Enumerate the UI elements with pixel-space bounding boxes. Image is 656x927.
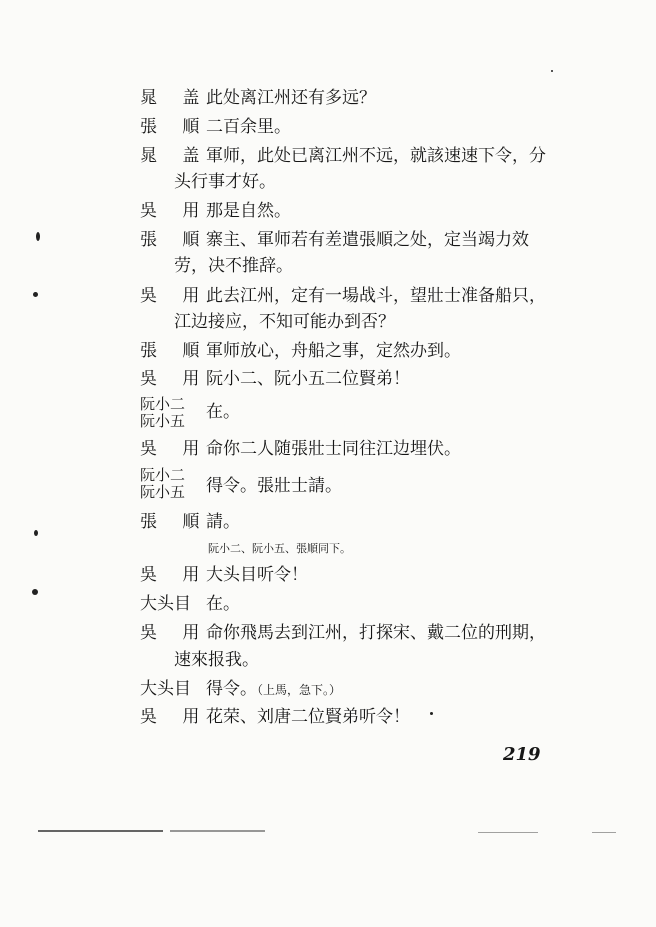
speaker-ruan-brothers — [140, 467, 185, 501]
dialogue-line — [206, 679, 341, 701]
speaker-head-chief: 大头目 — [140, 679, 191, 699]
dialogue-line: 命你飛馬去到江州，打探宋、戴二位的刑期， — [206, 623, 546, 643]
speaker-zhang-shun: 張 順 — [140, 512, 210, 532]
dialogue-line: 花荣、刘唐二位賢弟听令！ — [206, 707, 410, 727]
scan-speck — [430, 712, 433, 715]
scan-speck — [551, 70, 553, 72]
dialogue-line: 那是自然。 — [206, 201, 291, 221]
speaker-zhang-shun: 張 順 — [140, 117, 210, 137]
dialogue-continuation: 速來报我。 — [174, 650, 259, 670]
speaker-ruan-xiao-wu: 阮小五 — [140, 483, 186, 501]
dialogue-continuation: 江边接应，不知可能办到否？ — [174, 312, 395, 332]
speaker-wu-yong: 吳 用 — [140, 201, 210, 221]
dialogue-line: 阮小二、阮小五二位賢弟！ — [206, 369, 410, 389]
dialogue-line: 命你二人随張壯士同往江边埋伏。 — [206, 439, 461, 459]
speaker-ruan-xiao-er: 阮小二 — [140, 466, 186, 484]
speaker-zhang-shun: 張 順 — [140, 341, 210, 361]
dialogue-line: 請。 — [206, 512, 240, 532]
scan-speck — [32, 589, 38, 595]
scan-speck — [33, 292, 38, 297]
speaker-wu-yong: 吳 用 — [140, 707, 210, 727]
scan-speck — [34, 530, 38, 536]
dialogue-line: 軍师放心，舟船之事，定然办到。 — [206, 341, 461, 361]
speaker-ruan-xiao-wu: 阮小五 — [140, 412, 186, 430]
scan-rule-middle — [170, 830, 265, 832]
dialogue-line: 此处离江州还有多远？ — [206, 88, 376, 108]
speaker-wu-yong: 吳 用 — [140, 623, 210, 643]
scan-speck — [36, 232, 40, 241]
dialogue-text: 得令。 — [206, 679, 257, 699]
dialogue-continuation: 劳，决不推辞。 — [174, 256, 293, 276]
dialogue-line: 二百余里。 — [206, 117, 291, 137]
dialogue-line: 軍师，此处已离江州不远，就該速速下令，分 — [206, 146, 546, 166]
dialogue-line: 得令。張壯士請。 — [206, 476, 342, 496]
speaker-ruan-brothers — [140, 396, 185, 430]
speaker-wu-yong: 吳 用 — [140, 439, 210, 459]
stage-direction: 阮小二、阮小五、張順同下。 — [208, 542, 351, 555]
dialogue-line: 寨主、軍师若有差遣張順之处，定当竭力效 — [206, 230, 529, 250]
dialogue-line: 此去江州，定有一場战斗，望壯士准备船只， — [206, 286, 546, 306]
scan-rule-far-right — [592, 832, 616, 833]
scan-rule-right — [478, 832, 538, 833]
scan-rule-left — [38, 830, 163, 832]
dialogue-line: 在。 — [206, 402, 240, 422]
speaker-chao-gai: 晁 盖 — [140, 146, 210, 166]
speaker-ruan-xiao-er: 阮小二 — [140, 395, 186, 413]
speaker-wu-yong: 吳 用 — [140, 369, 210, 389]
speaker-wu-yong: 吳 用 — [140, 565, 210, 585]
stage-note: （上馬，急下。） — [257, 683, 342, 697]
speaker-zhang-shun: 張 順 — [140, 230, 210, 250]
dialogue-continuation: 头行事才好。 — [174, 172, 276, 192]
dialogue-line: 在。 — [206, 594, 240, 614]
page-number: 219 — [503, 744, 541, 765]
speaker-chao-gai: 晁 盖 — [140, 88, 210, 108]
speaker-wu-yong: 吳 用 — [140, 286, 210, 306]
dialogue-line: 大头目听令！ — [206, 565, 308, 585]
speaker-head-chief: 大头目 — [140, 594, 191, 614]
